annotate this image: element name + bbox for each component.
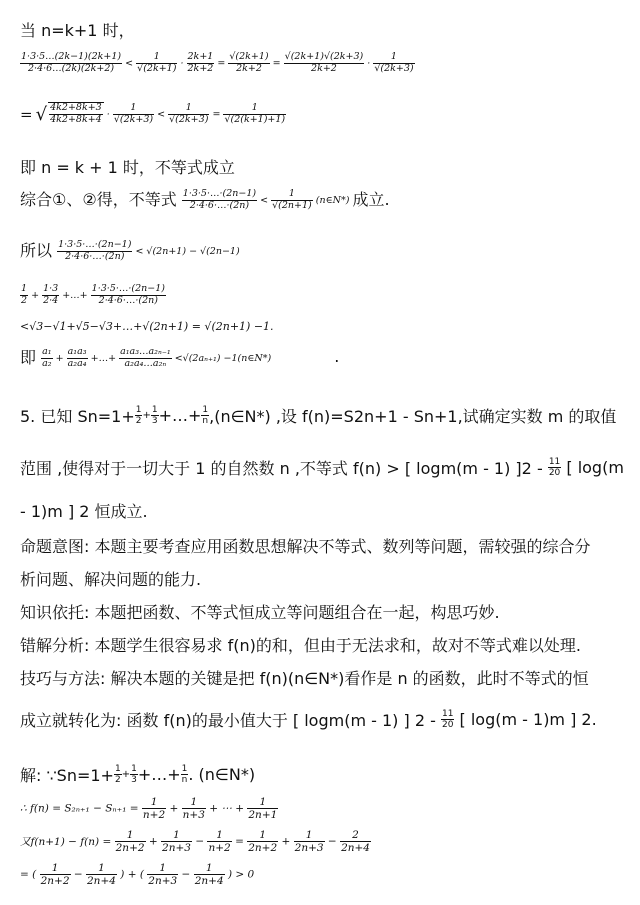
fraction: $\frac{1}{2n+4}$	[194, 862, 224, 888]
fraction: $\frac{1}{2n+3}$	[162, 829, 191, 855]
problem-5-statement: 5. 已知 Sn=1+ $\frac{1}{2}$ + $\frac{1}{3}$ +…+ $\frac{1}{n}$ ,(n∈N*) ,设 f(n)=S2n+1 - Sn+1,试确定实数 m 的取值	[20, 404, 617, 426]
fraction: $\frac{1}{√(2k+3)}$	[169, 102, 209, 125]
solution-positive: = ( $\frac{1}{2n+2}$ − $\frac{1}{2n+4}$ ) + ( $\frac{1}{2n+3}$ − $\frac{1}{2n+4}$ ) > 0	[20, 862, 255, 888]
fraction: $\frac{1}{n+2}$	[142, 796, 166, 822]
fraction: $\frac{1}{√(2k+3)}$	[113, 102, 154, 125]
induction-step-continuation: = √ $\frac{4k2+8k+3}{4k2+8k+4}$ · $\frac{1}{√(2k+3)}$ < $\frac{1}{√(2k+3)}$ = $\frac{1}{√(2(k+1)+1)}$	[20, 102, 286, 125]
fraction: $\frac{1\cdot 3\cdot 5\cdot\dots\cdot(2n-1)}{2\cdot 4\cdot 6\cdot\dots\cdot(2n)}$	[182, 188, 257, 211]
intent-paragraph-cont: 析问题、解决问题的能力.	[20, 570, 202, 589]
telescoping-sum: <√3−√1+√5−√3+…+√(2n+1) = √(2n+1) −1.	[20, 320, 274, 333]
fraction: $\frac{11}{20}$	[548, 456, 561, 478]
technique-paragraph: 技巧与方法: 解决本题的关键是把 f(n)(n∈N*)看作是 n 的函数，此时不等式的恒	[20, 669, 589, 688]
fraction: $\frac{1}{2n+3}$	[294, 829, 324, 855]
fraction: $\frac{1\cdot 3\cdot 5\cdot\dots\cdot(2n-1)}{2\cdot 4\cdot 6\cdot\dots\cdot(2n)}$	[91, 283, 165, 306]
sequence-inequality: 即 $\frac{\text{a₁}}{\text{a₂}}$ + $\frac{\text{a₁a₃}}{\text{a₂a₄}}$ +…+ $\frac{\text{a₁a₃…a₂ₙ₋₁}}{\text{a₂a₄…a₂ₙ}}$ <√(2aₙ₊₁) −1(n∈N*) .	[20, 346, 340, 369]
solution-start: 解: ∵Sn=1+ $\frac{1}{2}$ + $\frac{1}{3}$ +…+ $\frac{1}{n}$ . (n∈N*)	[20, 763, 256, 785]
error-analysis: 错解分析: 本题学生很容易求 f(n)的和，但由于无法求和，故对不等式难以处理.	[20, 636, 581, 655]
solution-f-definition: ∴ f(n) = S₂ₙ₊₁ − Sₙ₊₁ = $\frac{1}{n+2}$ + $\frac{1}{n+3}$ + ⋯ + $\frac{1}{2n+1}$	[20, 796, 278, 822]
technique-paragraph-cont: 成立就转化为: 函数 f(n)的最小值大于 [ logm(m - 1) ] 2 - $\frac{11}{20}$ [ log(m - 1)m ] 2.	[20, 708, 597, 730]
conclusion-line: 即 n = k + 1 时，不等式成立	[20, 158, 235, 177]
problem-5-statement-end: - 1)m ] 2 恒成立.	[20, 502, 148, 521]
fraction: $\frac{2k+1}{2k+2}$	[187, 51, 214, 74]
fraction: $\frac{1}{2n+2}$	[248, 829, 278, 855]
fraction: $\frac{1}{2n+4}$	[87, 862, 116, 888]
fraction: $\frac{1}{2n+3}$	[148, 862, 178, 888]
fraction: $\frac{1}{√(2k+1)}$	[137, 51, 177, 74]
fraction: $\frac{1\cdot 3\cdot 5\cdot\dots\cdot(2n-1)}{2\cdot 4\cdot 6\cdot\dots\cdot(2n)}$	[58, 239, 132, 262]
fraction: $\frac{1\cdot 3}{2\cdot 4}$	[43, 283, 59, 306]
fraction: $\frac{1}{3}$	[131, 763, 137, 785]
fraction: $\frac{1}{n}$	[181, 763, 188, 785]
fraction: $\frac{1}{√(2n+1)}$	[272, 188, 312, 211]
fraction: $\frac{1}{n+3}$	[182, 796, 205, 822]
fraction: $\frac{11}{20}$	[441, 708, 454, 730]
fraction: $\frac{1}{2}$	[114, 763, 121, 785]
case-heading: 当 n=k+1 时，	[20, 21, 135, 40]
fraction: $\frac{1}{3}$	[151, 404, 158, 426]
fraction: $\frac{2}{2n+4}$	[341, 829, 370, 855]
fraction: $\frac{1}{2}$	[21, 283, 28, 306]
problem-5-statement-cont: 范围 ,使得对于一切大于 1 的自然数 n ,不等式 f(n) > [ logm(m - 1) ]2 - $\frac{11}{20}$ [ log(m	[20, 456, 624, 478]
fraction: $\frac{1}{n+2}$	[208, 829, 231, 855]
therefore-line: 所以 $\frac{1\cdot 3\cdot 5\cdot\dots\cdot(2n-1)}{2\cdot 4\cdot 6\cdot\dots\cdot(2n)}$ < √(2n+1) − √(2n−1)	[20, 239, 240, 262]
solution-difference: 又f(n+1) − f(n) = $\frac{1}{2n+2}$ + $\frac{1}{2n+3}$ − $\frac{1}{n+2}$ = $\frac{1}{2n+2}$ + $\frac{1}{2n+3}$ − $\frac{2}{2n+4}$	[20, 829, 370, 855]
fraction: $\frac{1}{2n+1}$	[248, 796, 278, 822]
fraction: $\frac{1\cdot 3\cdot 5\dots(2k-1)(2k+1)}{2\cdot 4\cdot 6\dots(2k)(2k+2)}$	[21, 51, 122, 74]
fraction: $\frac{1}{√(2(k+1)+1)}$	[224, 102, 286, 125]
fraction: $\frac{\text{a₁}}{\text{a₂}}$	[42, 346, 52, 369]
fraction: $\frac{4k2+8k+3}{4k2+8k+4}$	[50, 102, 102, 125]
fraction: $\frac{1}{2n+2}$	[115, 829, 145, 855]
combined-conclusion: 综合①、②得，不等式 $\frac{1\cdot 3\cdot 5\cdot\dots\cdot(2n-1)}{2\cdot 4\cdot 6\cdot\dots\cdot(2n)}$ < $\frac{1}{√(2n+1)}$ (n∈N*) 成立.	[20, 188, 390, 211]
fraction: $\frac{√(2k+1)}{2k+2}$	[229, 51, 269, 74]
induction-step-inequality: $\frac{1\cdot 3\cdot 5\dots(2k-1)(2k+1)}{2\cdot 4\cdot 6\dots(2k)(2k+2)}$ < $\frac{1}{√(2k+1)}$ · $\frac{2k+1}{2k+2}$ = $\frac{√(2k+1)}{2k+2}$ = $\frac{√(2k+1)√(2k+3)}{2k+2}$ · $\frac{1}{√(2k+3)}$	[21, 51, 414, 74]
fraction: $\frac{\text{a₁a₃…a₂ₙ₋₁}}{\text{a₂a₄…a₂ₙ}}$	[120, 346, 171, 369]
fraction: $\frac{1}{2n+2}$	[40, 862, 70, 888]
fraction: $\frac{1}{√(2k+3)}$	[374, 51, 414, 74]
fraction: $\frac{1}{2}$	[135, 404, 142, 426]
knowledge-basis: 知识依托: 本题把函数、不等式恒成立等问题组合在一起，构思巧妙.	[20, 603, 500, 622]
fraction: $\frac{√(2k+1)√(2k+3)}{2k+2}$	[284, 51, 364, 74]
fraction: $\frac{1}{n}$	[202, 404, 209, 426]
intent-paragraph: 命题意图: 本题主要考查应用函数思想解决不等式、数列等问题，需较强的综合分	[20, 537, 591, 556]
sum-expression: $\frac{1}{2}$ + $\frac{1\cdot 3}{2\cdot 4}$ +…+ $\frac{1\cdot 3\cdot 5\cdot\dots\cdot(2n-1)}{2\cdot 4\cdot 6\cdot\dots\cdot(2n)}$	[21, 283, 165, 306]
fraction: $\frac{\text{a₁a₃}}{\text{a₂a₄}}$	[67, 346, 87, 369]
